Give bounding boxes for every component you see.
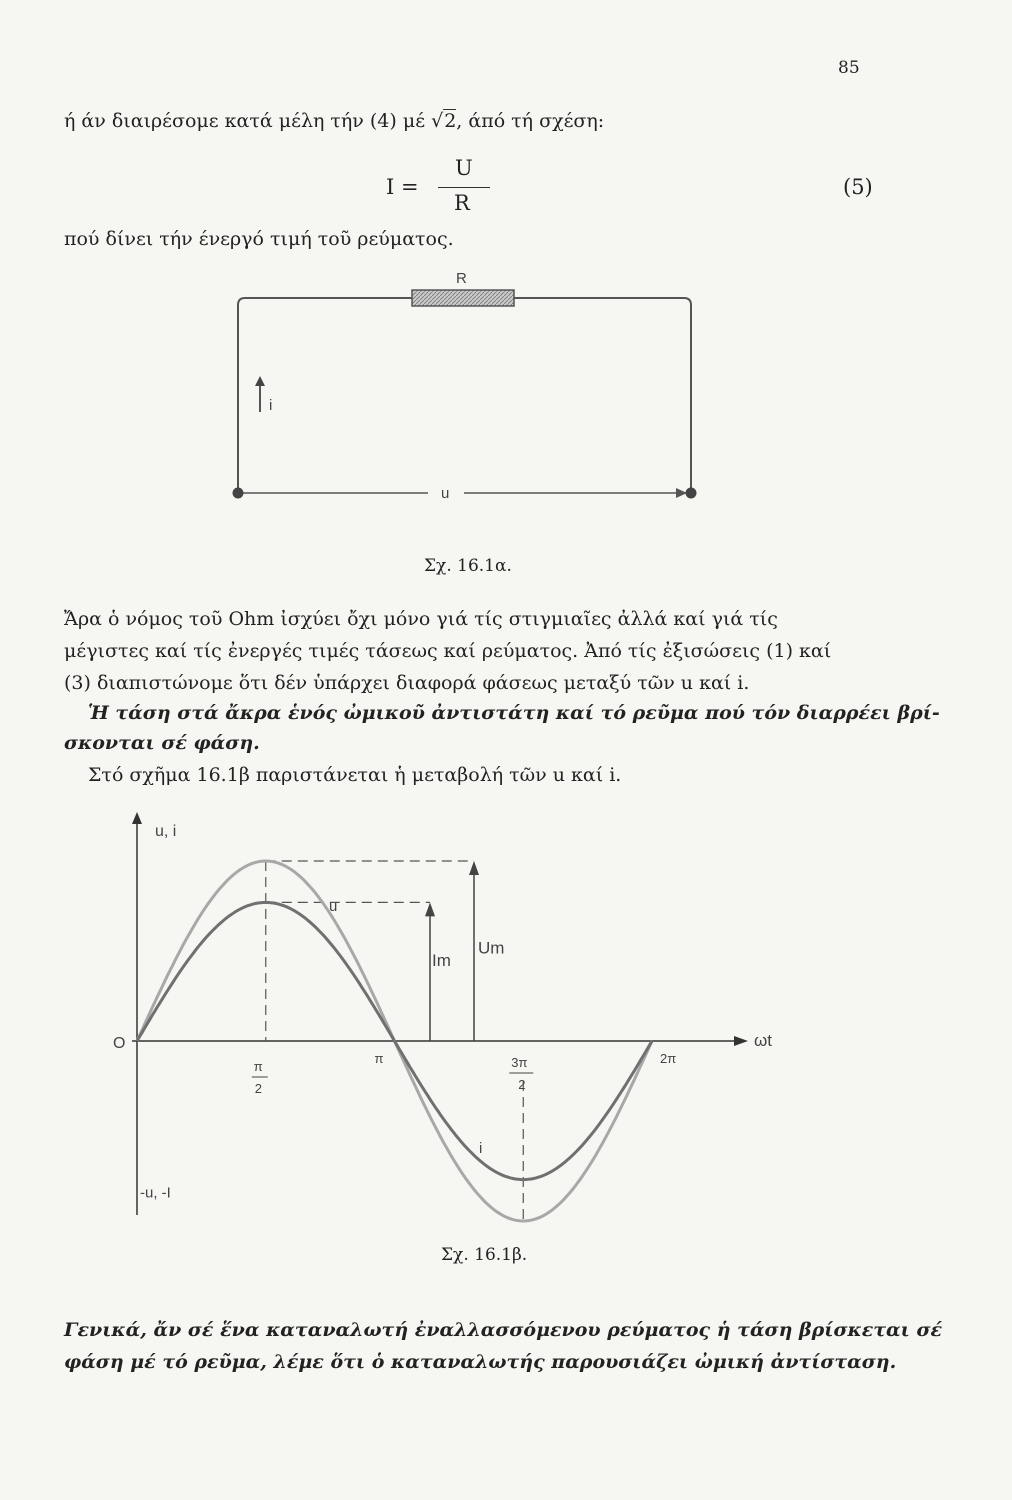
paragraph-line-4: Στό σχῆμα 16.1β παριστάνεται ἡ μεταβολή τῶν u καί i. <box>88 764 622 786</box>
origin-label: O <box>113 1035 126 1052</box>
y-axis-arrowhead <box>132 812 142 824</box>
formula-denominator: R <box>454 191 470 215</box>
paragraph-line-2: μέγιστες καί τίς ἐνεργές τιμές τάσεως καί ρεύματος. Ἀπό τίς ἐξισώσεις (1) καί <box>64 640 832 662</box>
resistor <box>412 290 514 306</box>
paragraph-line-3: (3) διαπιστώνομε ὅτι δέν ὑπάρχει διαφορά φάσεως μεταξύ τῶν u καί i. <box>64 672 750 694</box>
tick-three-half-pi-den: 2 <box>518 1077 526 1092</box>
conclusion-line-1: Γενικά, ἄν σέ ἕνα καταναλωτή ἐναλλασσόμενου ρεύματος ἡ τάση βρίσκεται σέ <box>64 1319 943 1341</box>
circuit-wire-left <box>238 298 412 493</box>
intro-text-end: , άπό τή σχέση: <box>456 110 605 132</box>
intro-text: ή άν διαιρέσομε κατά μέλη τήν (4) μέ <box>64 110 426 132</box>
equation-number: (5) <box>843 175 873 199</box>
series-u-label: u <box>329 898 338 915</box>
chart-axes <box>132 812 748 1215</box>
tick-pi-label: π <box>374 1051 384 1066</box>
paragraph-line-1: Ἄρα ὁ νόμος τοῦ Ohm ἰσχύει ὄχι μόνο γιά τίς στιγμιαῖες ἀλλά καί γιά τίς <box>64 608 778 630</box>
waveform-chart <box>0 790 1012 1230</box>
voltage-label: u <box>441 485 450 502</box>
um-arrowhead <box>469 861 479 875</box>
emphasis-line-1: Ἡ τάση στά ἄκρα ἑνός ὠμικοῦ ἀντιστάτη καί τό ρεῦμα πού τόν διαρρέει βρί- <box>88 702 940 724</box>
negative-extreme-label: -u, -I <box>140 1184 171 1202</box>
circuit-wire-right <box>514 298 691 493</box>
tick-two-pi-label: 2π <box>660 1051 677 1066</box>
current-arrowhead <box>255 376 265 386</box>
circuit-diagram <box>0 0 1012 600</box>
chart-labels <box>113 823 772 1202</box>
tick-half-pi-den: 2 <box>254 1081 262 1096</box>
emphasis-line-2: σκονται σέ φάση. <box>64 732 260 754</box>
formula-lhs: I = <box>386 175 419 199</box>
terminal-left <box>233 488 244 499</box>
im-arrowhead <box>425 902 435 916</box>
formula-numerator: U <box>455 156 473 180</box>
caption-16-1b: Σχ. 16.1β. <box>441 1245 528 1265</box>
tick-three-half-pi-num: 3π <box>511 1055 528 1070</box>
current-label: i <box>269 397 273 414</box>
terminal-right <box>686 488 697 499</box>
sqrt-argument: 2 <box>444 110 457 132</box>
x-axis-label: ωt <box>754 1031 772 1050</box>
page-number: 85 <box>838 58 860 78</box>
im-label: Im <box>432 951 451 970</box>
conclusion-line-2: φάση μέ τό ρεῦμα, λέμε ὅτι ὁ καταναλωτής παρουσιάζει ὠμική ἀντίσταση. <box>64 1351 897 1373</box>
voltage-arrowhead <box>676 488 687 498</box>
um-label: Um <box>478 938 505 958</box>
caption-16-1a: Σχ. 16.1α. <box>424 556 512 576</box>
series-i-label: i <box>479 1140 483 1157</box>
resistor-label: R <box>456 270 467 287</box>
sqrt-symbol: √ <box>431 110 444 132</box>
x-axis-arrowhead <box>734 1036 748 1046</box>
tick-half-pi-num: π <box>253 1059 263 1074</box>
y-axis-label: u, i <box>155 823 177 840</box>
formula-note: πού δίνει τήν ένεργό τιμή τοῦ ρεύματος. <box>64 228 454 250</box>
